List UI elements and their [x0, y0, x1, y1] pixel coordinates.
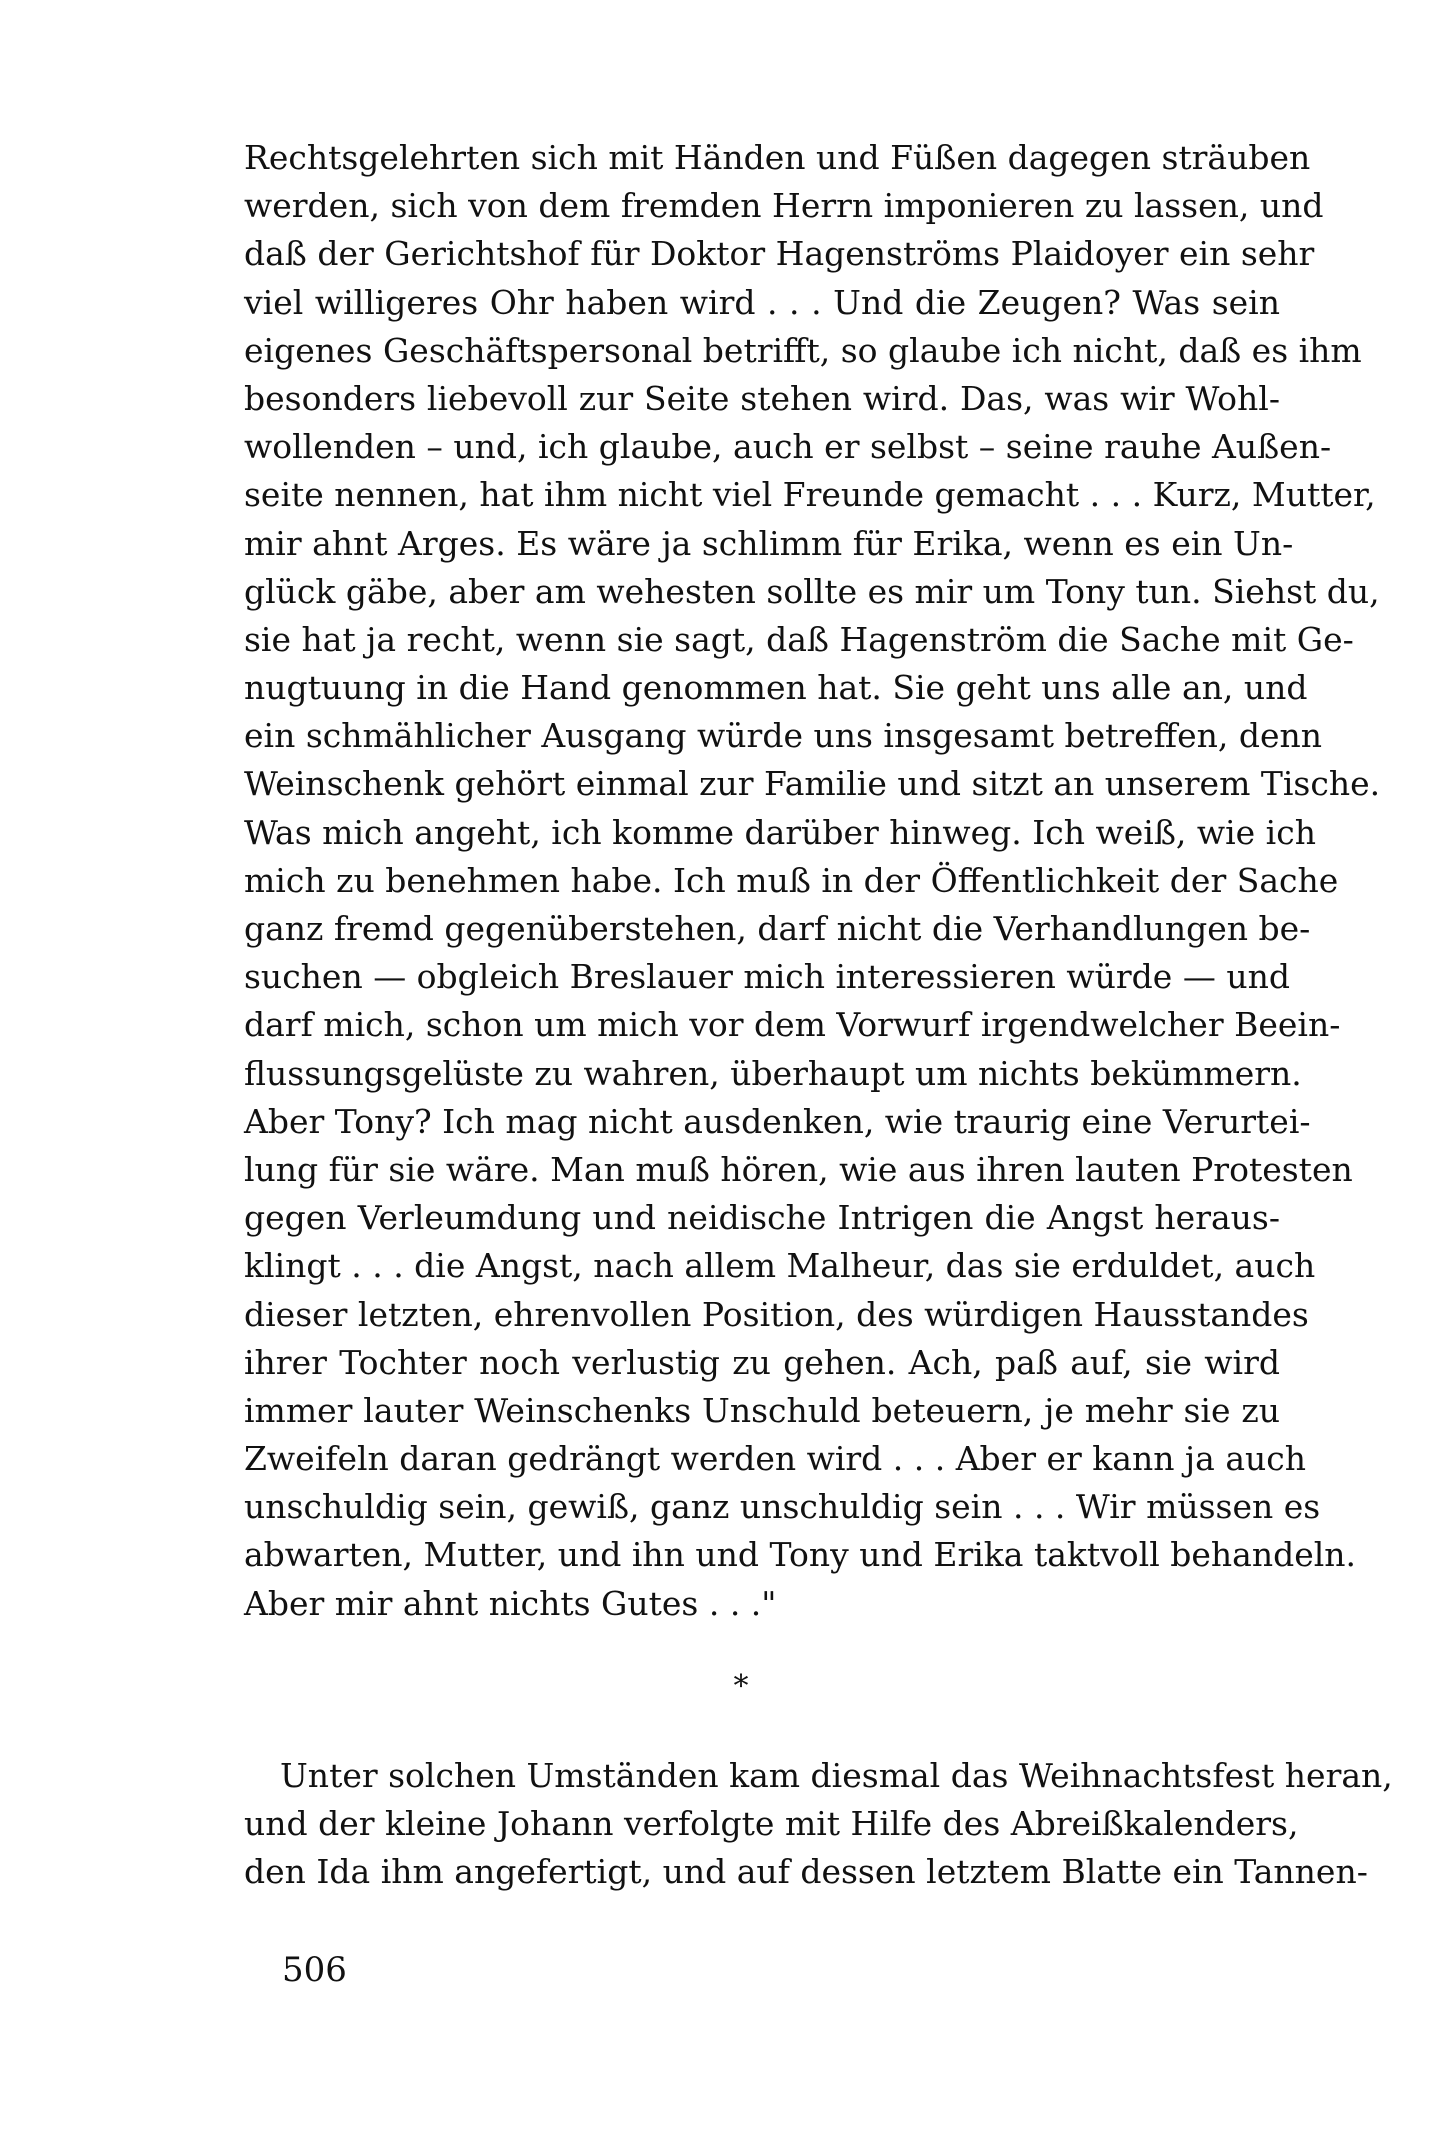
- text-line: Weinschenk gehört einmal zur Familie und sitzt an unserem Tische.: [244, 764, 1381, 804]
- text-line: ihrer Tochter noch verlustig zu gehen. Ach, paß auf, sie wird: [244, 1342, 1280, 1382]
- section-separator: *: [733, 1669, 749, 1704]
- text-line: den Ida ihm angefertigt, und auf dessen letztem Blatte ein Tannen-: [244, 1852, 1368, 1892]
- text-line: klingt . . . die Angst, nach allem Malheur, das sie erduldet, auch: [244, 1246, 1316, 1286]
- text-line: Aber Tony? Ich mag nicht ausdenken, wie traurig eine Verurtei-: [244, 1101, 1311, 1141]
- text-line: suchen — obgleich Breslauer mich interessieren würde — und: [244, 957, 1290, 997]
- text-line: seite nennen, hat ihm nicht viel Freunde gemacht . . . Kurz, Mutter,: [244, 475, 1376, 515]
- text-line: eigenes Geschäftspersonal betrifft, so glaube ich nicht, daß es ihm: [244, 330, 1362, 370]
- text-line: und der kleine Johann verfolgte mit Hilfe des Abreißkalenders,: [244, 1804, 1299, 1844]
- text-line: Rechtsgelehrten sich mit Händen und Füßen dagegen sträuben: [244, 138, 1311, 177]
- text-line: werden, sich von dem fremden Herrn imponieren zu lassen, und: [244, 186, 1324, 226]
- text-line: unschuldig sein, gewiß, ganz unschuldig sein . . . Wir müssen es: [244, 1487, 1321, 1527]
- text-line: wollenden – und, ich glaube, auch er selbst – seine rauhe Außen-: [244, 427, 1332, 467]
- text-line: daß der Gerichtshof für Doktor Hagenströms Plaidoyer ein sehr: [244, 234, 1315, 274]
- text-line: immer lauter Weinschenks Unschuld beteuern, je mehr sie zu: [244, 1390, 1280, 1430]
- text-line: viel willigeres Ohr haben wird . . . Und die Zeugen? Was sein: [244, 282, 1280, 322]
- text-line: besonders liebevoll zur Seite stehen wird. Das, was wir Wohl-: [244, 378, 1280, 418]
- text-line: ein schmählicher Ausgang würde uns insgesamt betreffen, denn: [244, 716, 1323, 756]
- text-line: dieser letzten, ehrenvollen Position, des würdigen Hausstandes: [244, 1294, 1309, 1334]
- text-line: lung für sie wäre. Man muß hören, wie aus ihren lauten Protesten: [244, 1149, 1353, 1189]
- text-line: nugtuung in die Hand genommen hat. Sie geht uns alle an, und: [244, 668, 1308, 708]
- text-line: glück gäbe, aber am wehesten sollte es mir um Tony tun. Siehst du,: [244, 571, 1380, 611]
- text-line: abwarten, Mutter, und ihn und Tony und Erika taktvoll behandeln.: [244, 1535, 1357, 1575]
- text-line: mich zu benehmen habe. Ich muß in der Öffentlichkeit der Sache: [244, 860, 1339, 900]
- text-line: Unter solchen Umständen kam diesmal das Weihnachtsfest heran,: [280, 1756, 1393, 1795]
- text-line: ganz fremd gegenüberstehen, darf nicht die Verhandlungen be-: [244, 909, 1311, 948]
- text-line: Aber mir ahnt nichts Gutes . . .": [244, 1583, 777, 1623]
- text-line: flussungsgelüste zu wahren, überhaupt um nichts bekümmern.: [244, 1053, 1302, 1093]
- text-line: darf mich, schon um mich vor dem Vorwurf irgendwelcher Beein-: [244, 1005, 1341, 1045]
- text-line: gegen Verleumdung und neidische Intrigen die Angst heraus-: [244, 1198, 1280, 1238]
- paragraph-2: [244, 1752, 1393, 1897]
- text-line: mir ahnt Arges. Es wäre ja schlimm für Erika, wenn es ein Un-: [244, 523, 1294, 563]
- text-line: Was mich angeht, ich komme darüber hinweg. Ich weiß, wie ich: [244, 812, 1316, 852]
- text-line: Zweifeln daran gedrängt werden wird . . . Aber er kann ja auch: [244, 1439, 1306, 1479]
- text-line: sie hat ja recht, wenn sie sagt, daß Hagenström die Sache mit Ge-: [244, 619, 1354, 659]
- page-number: 506: [282, 1950, 347, 1990]
- paragraph-1: [244, 134, 1381, 1628]
